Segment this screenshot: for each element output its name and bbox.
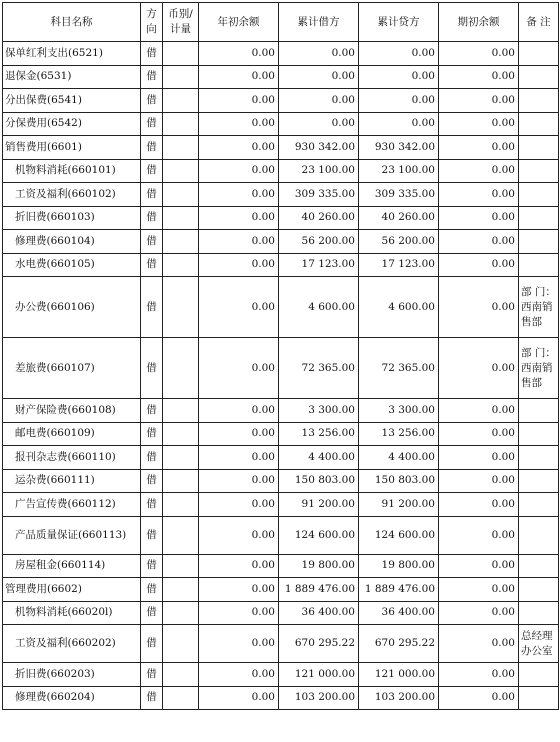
direction-cell: 借 bbox=[141, 446, 163, 470]
currency-cell bbox=[163, 399, 199, 423]
opening-year-cell: 0.00 bbox=[199, 554, 279, 578]
direction-cell: 借 bbox=[141, 65, 163, 89]
currency-cell bbox=[163, 183, 199, 207]
currency-cell bbox=[163, 469, 199, 493]
table-row bbox=[3, 493, 559, 517]
debit-cell: 0.00 bbox=[279, 42, 359, 66]
currency-cell bbox=[163, 89, 199, 113]
debit-cell: 124 600.00 bbox=[279, 516, 359, 554]
subject-cell: 折旧费(660103) bbox=[3, 206, 141, 230]
opening-year-cell: 0.00 bbox=[199, 89, 279, 113]
remark-cell bbox=[519, 136, 559, 160]
opening-period-cell: 0.00 bbox=[439, 253, 519, 277]
subject-cell: 差旅费(660107) bbox=[3, 338, 141, 399]
opening-period-cell: 0.00 bbox=[439, 159, 519, 183]
subject-cell: 邮电费(660109) bbox=[3, 422, 141, 446]
currency-cell bbox=[163, 159, 199, 183]
direction-cell: 借 bbox=[141, 516, 163, 554]
remark-cell bbox=[519, 554, 559, 578]
credit-cell: 0.00 bbox=[359, 89, 439, 113]
debit-cell: 40 260.00 bbox=[279, 206, 359, 230]
subject-cell: 工资及福利(660202) bbox=[3, 625, 141, 663]
direction-cell: 借 bbox=[141, 277, 163, 338]
direction-cell: 借 bbox=[141, 136, 163, 160]
currency-cell bbox=[163, 206, 199, 230]
remark-cell bbox=[519, 663, 559, 687]
opening-year-cell: 0.00 bbox=[199, 625, 279, 663]
debit-cell: 0.00 bbox=[279, 89, 359, 113]
table-row bbox=[3, 625, 559, 663]
opening-year-cell: 0.00 bbox=[199, 446, 279, 470]
remark-cell bbox=[519, 469, 559, 493]
table-row bbox=[3, 578, 559, 602]
col-opening-period-header: 期初余额 bbox=[439, 3, 519, 42]
direction-cell: 借 bbox=[141, 578, 163, 602]
currency-cell bbox=[163, 422, 199, 446]
opening-period-cell: 0.00 bbox=[439, 65, 519, 89]
table-row bbox=[3, 206, 559, 230]
subject-cell: 管理费用(6602) bbox=[3, 578, 141, 602]
currency-cell bbox=[163, 338, 199, 399]
remark-cell bbox=[519, 253, 559, 277]
currency-cell bbox=[163, 493, 199, 517]
opening-year-cell: 0.00 bbox=[199, 253, 279, 277]
subject-cell: 机物料消耗(660101) bbox=[3, 159, 141, 183]
debit-cell: 150 803.00 bbox=[279, 469, 359, 493]
col-debit-header: 累计借方 bbox=[279, 3, 359, 42]
credit-cell: 91 200.00 bbox=[359, 493, 439, 517]
subject-cell: 财产保险费(660108) bbox=[3, 399, 141, 423]
col-subject-header: 科目名称 bbox=[3, 3, 141, 42]
table-row bbox=[3, 399, 559, 423]
opening-period-cell: 0.00 bbox=[439, 399, 519, 423]
credit-cell: 19 800.00 bbox=[359, 554, 439, 578]
subject-cell: 工资及福利(660102) bbox=[3, 183, 141, 207]
opening-year-cell: 0.00 bbox=[199, 277, 279, 338]
direction-cell: 借 bbox=[141, 183, 163, 207]
opening-period-cell: 0.00 bbox=[439, 469, 519, 493]
credit-cell: 56 200.00 bbox=[359, 230, 439, 254]
table-row bbox=[3, 277, 559, 338]
debit-cell: 91 200.00 bbox=[279, 493, 359, 517]
table-row bbox=[3, 230, 559, 254]
opening-period-cell: 0.00 bbox=[439, 89, 519, 113]
subject-cell: 房屋租金(660114) bbox=[3, 554, 141, 578]
direction-cell: 借 bbox=[141, 469, 163, 493]
direction-cell: 借 bbox=[141, 554, 163, 578]
currency-cell bbox=[163, 625, 199, 663]
credit-cell: 17 123.00 bbox=[359, 253, 439, 277]
opening-period-cell: 0.00 bbox=[439, 686, 519, 710]
col-currency-header: 币别/计量 bbox=[163, 3, 199, 42]
table-body bbox=[3, 42, 559, 710]
opening-year-cell: 0.00 bbox=[199, 136, 279, 160]
remark-cell bbox=[519, 686, 559, 710]
direction-cell: 借 bbox=[141, 230, 163, 254]
remark-cell bbox=[519, 89, 559, 113]
subject-cell: 折旧费(660203) bbox=[3, 663, 141, 687]
debit-cell: 1 889 476.00 bbox=[279, 578, 359, 602]
currency-cell bbox=[163, 663, 199, 687]
remark-cell bbox=[519, 42, 559, 66]
currency-cell bbox=[163, 277, 199, 338]
remark-cell: 部 门：西南销售部 bbox=[519, 338, 559, 399]
opening-year-cell: 0.00 bbox=[199, 399, 279, 423]
direction-cell: 借 bbox=[141, 399, 163, 423]
debit-cell: 121 000.00 bbox=[279, 663, 359, 687]
direction-cell: 借 bbox=[141, 663, 163, 687]
debit-cell: 4 600.00 bbox=[279, 277, 359, 338]
credit-cell: 23 100.00 bbox=[359, 159, 439, 183]
table-row bbox=[3, 446, 559, 470]
opening-year-cell: 0.00 bbox=[199, 183, 279, 207]
opening-year-cell: 0.00 bbox=[199, 493, 279, 517]
currency-cell bbox=[163, 42, 199, 66]
table-row bbox=[3, 136, 559, 160]
debit-cell: 23 100.00 bbox=[279, 159, 359, 183]
direction-cell: 借 bbox=[141, 159, 163, 183]
opening-period-cell: 0.00 bbox=[439, 183, 519, 207]
table-row bbox=[3, 159, 559, 183]
col-remark-header: 备 注 bbox=[519, 3, 559, 42]
remark-cell bbox=[519, 159, 559, 183]
currency-cell bbox=[163, 230, 199, 254]
credit-cell: 670 295.22 bbox=[359, 625, 439, 663]
debit-cell: 3 300.00 bbox=[279, 399, 359, 423]
opening-period-cell: 0.00 bbox=[439, 578, 519, 602]
direction-cell: 借 bbox=[141, 42, 163, 66]
table-row bbox=[3, 112, 559, 136]
subject-cell: 机物料消耗(66020l) bbox=[3, 601, 141, 625]
table-row bbox=[3, 253, 559, 277]
debit-cell: 17 123.00 bbox=[279, 253, 359, 277]
remark-cell bbox=[519, 516, 559, 554]
credit-cell: 103 200.00 bbox=[359, 686, 439, 710]
opening-year-cell: 0.00 bbox=[199, 663, 279, 687]
remark-cell bbox=[519, 112, 559, 136]
debit-cell: 72 365.00 bbox=[279, 338, 359, 399]
opening-year-cell: 0.00 bbox=[199, 206, 279, 230]
subject-cell: 分出保费(6541) bbox=[3, 89, 141, 113]
credit-cell: 4 400.00 bbox=[359, 446, 439, 470]
direction-cell: 借 bbox=[141, 253, 163, 277]
opening-year-cell: 0.00 bbox=[199, 159, 279, 183]
remark-cell bbox=[519, 230, 559, 254]
header-row bbox=[3, 3, 559, 42]
opening-year-cell: 0.00 bbox=[199, 578, 279, 602]
subject-cell: 保单红利支出(6521) bbox=[3, 42, 141, 66]
remark-cell bbox=[519, 65, 559, 89]
remark-cell: 部 门：西南销售部 bbox=[519, 277, 559, 338]
credit-cell: 36 400.00 bbox=[359, 601, 439, 625]
debit-cell: 103 200.00 bbox=[279, 686, 359, 710]
opening-year-cell: 0.00 bbox=[199, 422, 279, 446]
opening-period-cell: 0.00 bbox=[439, 338, 519, 399]
opening-year-cell: 0.00 bbox=[199, 338, 279, 399]
debit-cell: 19 800.00 bbox=[279, 554, 359, 578]
subject-cell: 分保费用(6542) bbox=[3, 112, 141, 136]
credit-cell: 124 600.00 bbox=[359, 516, 439, 554]
opening-year-cell: 0.00 bbox=[199, 42, 279, 66]
opening-period-cell: 0.00 bbox=[439, 112, 519, 136]
subject-cell: 报刊杂志费(660110) bbox=[3, 446, 141, 470]
currency-cell bbox=[163, 253, 199, 277]
subject-cell: 销售费用(6601) bbox=[3, 136, 141, 160]
opening-period-cell: 0.00 bbox=[439, 136, 519, 160]
direction-cell: 借 bbox=[141, 601, 163, 625]
table-row bbox=[3, 554, 559, 578]
table-row bbox=[3, 183, 559, 207]
debit-cell: 56 200.00 bbox=[279, 230, 359, 254]
currency-cell bbox=[163, 601, 199, 625]
currency-cell bbox=[163, 516, 199, 554]
debit-cell: 930 342.00 bbox=[279, 136, 359, 160]
col-opening-year-header: 年初余额 bbox=[199, 3, 279, 42]
credit-cell: 72 365.00 bbox=[359, 338, 439, 399]
opening-period-cell: 0.00 bbox=[439, 554, 519, 578]
opening-year-cell: 0.00 bbox=[199, 601, 279, 625]
remark-cell bbox=[519, 578, 559, 602]
table-row bbox=[3, 516, 559, 554]
col-direction-header: 方向 bbox=[141, 3, 163, 42]
col-credit-header: 累计贷方 bbox=[359, 3, 439, 42]
direction-cell: 借 bbox=[141, 493, 163, 517]
opening-period-cell: 0.00 bbox=[439, 625, 519, 663]
currency-cell bbox=[163, 446, 199, 470]
table-row bbox=[3, 42, 559, 66]
credit-cell: 0.00 bbox=[359, 112, 439, 136]
direction-cell: 借 bbox=[141, 338, 163, 399]
subject-cell: 水电费(660105) bbox=[3, 253, 141, 277]
currency-cell bbox=[163, 136, 199, 160]
credit-cell: 4 600.00 bbox=[359, 277, 439, 338]
debit-cell: 36 400.00 bbox=[279, 601, 359, 625]
credit-cell: 1 889 476.00 bbox=[359, 578, 439, 602]
opening-year-cell: 0.00 bbox=[199, 230, 279, 254]
subject-cell: 产品质量保证(660113) bbox=[3, 516, 141, 554]
debit-cell: 0.00 bbox=[279, 65, 359, 89]
credit-cell: 3 300.00 bbox=[359, 399, 439, 423]
table-row bbox=[3, 663, 559, 687]
subject-cell: 退保金(6531) bbox=[3, 65, 141, 89]
subject-cell: 广告宣传费(660112) bbox=[3, 493, 141, 517]
opening-year-cell: 0.00 bbox=[199, 469, 279, 493]
opening-period-cell: 0.00 bbox=[439, 206, 519, 230]
credit-cell: 930 342.00 bbox=[359, 136, 439, 160]
subject-cell: 运杂费(660111) bbox=[3, 469, 141, 493]
remark-cell bbox=[519, 422, 559, 446]
opening-period-cell: 0.00 bbox=[439, 230, 519, 254]
debit-cell: 309 335.00 bbox=[279, 183, 359, 207]
opening-period-cell: 0.00 bbox=[439, 42, 519, 66]
currency-cell bbox=[163, 112, 199, 136]
table-row bbox=[3, 338, 559, 399]
table-row bbox=[3, 89, 559, 113]
table-row bbox=[3, 601, 559, 625]
credit-cell: 0.00 bbox=[359, 42, 439, 66]
opening-period-cell: 0.00 bbox=[439, 422, 519, 446]
opening-period-cell: 0.00 bbox=[439, 663, 519, 687]
currency-cell bbox=[163, 578, 199, 602]
currency-cell bbox=[163, 554, 199, 578]
remark-cell bbox=[519, 601, 559, 625]
subject-cell: 修理费(660104) bbox=[3, 230, 141, 254]
credit-cell: 13 256.00 bbox=[359, 422, 439, 446]
table-row bbox=[3, 686, 559, 710]
account-balance-table bbox=[2, 2, 559, 710]
direction-cell: 借 bbox=[141, 206, 163, 230]
remark-cell bbox=[519, 493, 559, 517]
opening-year-cell: 0.00 bbox=[199, 516, 279, 554]
credit-cell: 40 260.00 bbox=[359, 206, 439, 230]
remark-cell bbox=[519, 183, 559, 207]
table-row bbox=[3, 65, 559, 89]
credit-cell: 150 803.00 bbox=[359, 469, 439, 493]
opening-period-cell: 0.00 bbox=[439, 493, 519, 517]
direction-cell: 借 bbox=[141, 686, 163, 710]
opening-period-cell: 0.00 bbox=[439, 277, 519, 338]
direction-cell: 借 bbox=[141, 112, 163, 136]
subject-cell: 修理费(660204) bbox=[3, 686, 141, 710]
debit-cell: 4 400.00 bbox=[279, 446, 359, 470]
remark-cell bbox=[519, 446, 559, 470]
remark-cell: 总经理办公室 bbox=[519, 625, 559, 663]
opening-period-cell: 0.00 bbox=[439, 601, 519, 625]
currency-cell bbox=[163, 65, 199, 89]
credit-cell: 121 000.00 bbox=[359, 663, 439, 687]
remark-cell bbox=[519, 206, 559, 230]
remark-cell bbox=[519, 399, 559, 423]
opening-year-cell: 0.00 bbox=[199, 65, 279, 89]
debit-cell: 13 256.00 bbox=[279, 422, 359, 446]
table-row bbox=[3, 422, 559, 446]
direction-cell: 借 bbox=[141, 625, 163, 663]
credit-cell: 309 335.00 bbox=[359, 183, 439, 207]
direction-cell: 借 bbox=[141, 89, 163, 113]
opening-period-cell: 0.00 bbox=[439, 516, 519, 554]
opening-period-cell: 0.00 bbox=[439, 446, 519, 470]
currency-cell bbox=[163, 686, 199, 710]
opening-year-cell: 0.00 bbox=[199, 112, 279, 136]
direction-cell: 借 bbox=[141, 422, 163, 446]
debit-cell: 670 295.22 bbox=[279, 625, 359, 663]
credit-cell: 0.00 bbox=[359, 65, 439, 89]
debit-cell: 0.00 bbox=[279, 112, 359, 136]
subject-cell: 办公费(660106) bbox=[3, 277, 141, 338]
opening-year-cell: 0.00 bbox=[199, 686, 279, 710]
table-row bbox=[3, 469, 559, 493]
